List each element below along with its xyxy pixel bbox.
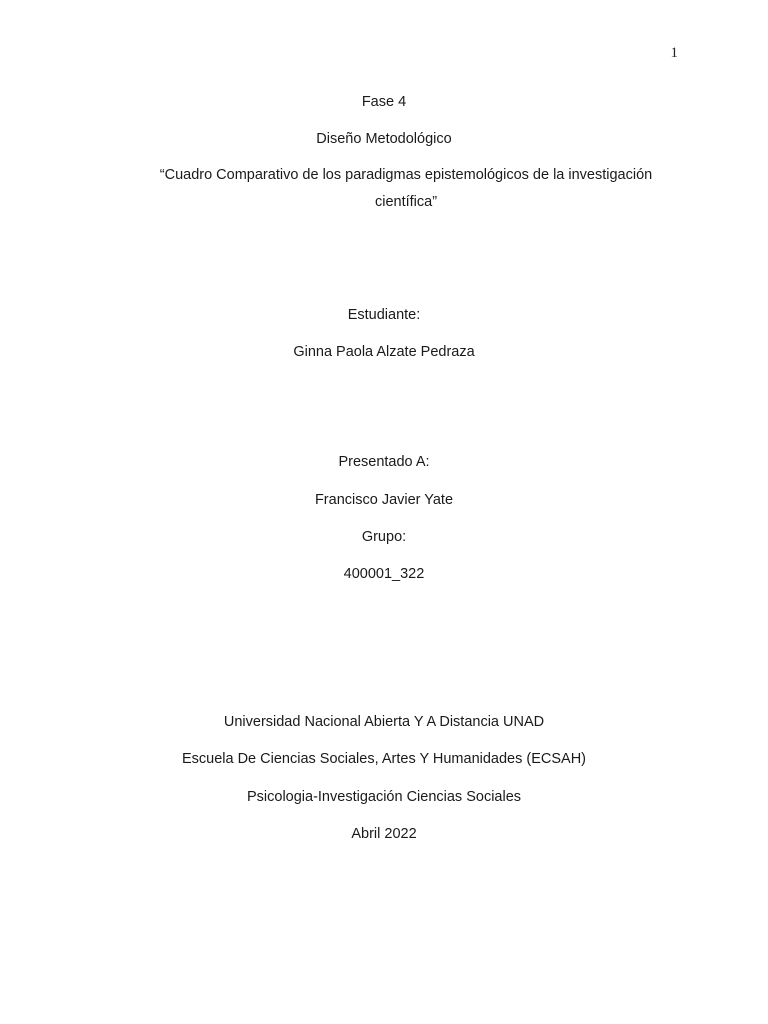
student-label: Estudiante:: [347, 307, 421, 323]
presented-to-name: Francisco Javier Yate: [314, 492, 454, 508]
group-label: Grupo:: [361, 529, 407, 545]
presented-to-label: Presentado A:: [338, 454, 430, 470]
group-value: 400001_322: [343, 566, 425, 582]
university-name: Universidad Nacional Abierta Y A Distancia UNAD: [223, 714, 545, 730]
subtitle-heading: Diseño Metodológico: [316, 131, 452, 147]
document-date: Abril 2022: [351, 826, 417, 842]
phase-heading: Fase 4: [361, 94, 407, 110]
program-name: Psicologia-Investigación Ciencias Sociales: [246, 789, 522, 805]
document-title: “Cuadro Comparativo de los paradigmas epistemológicos de la investigación científica”: [159, 167, 653, 210]
school-name: Escuela De Ciencias Sociales, Artes Y Humanidades (ECSAH): [181, 751, 587, 767]
page-number: 1: [670, 45, 678, 61]
student-name: Ginna Paola Alzate Pedraza: [293, 344, 475, 360]
